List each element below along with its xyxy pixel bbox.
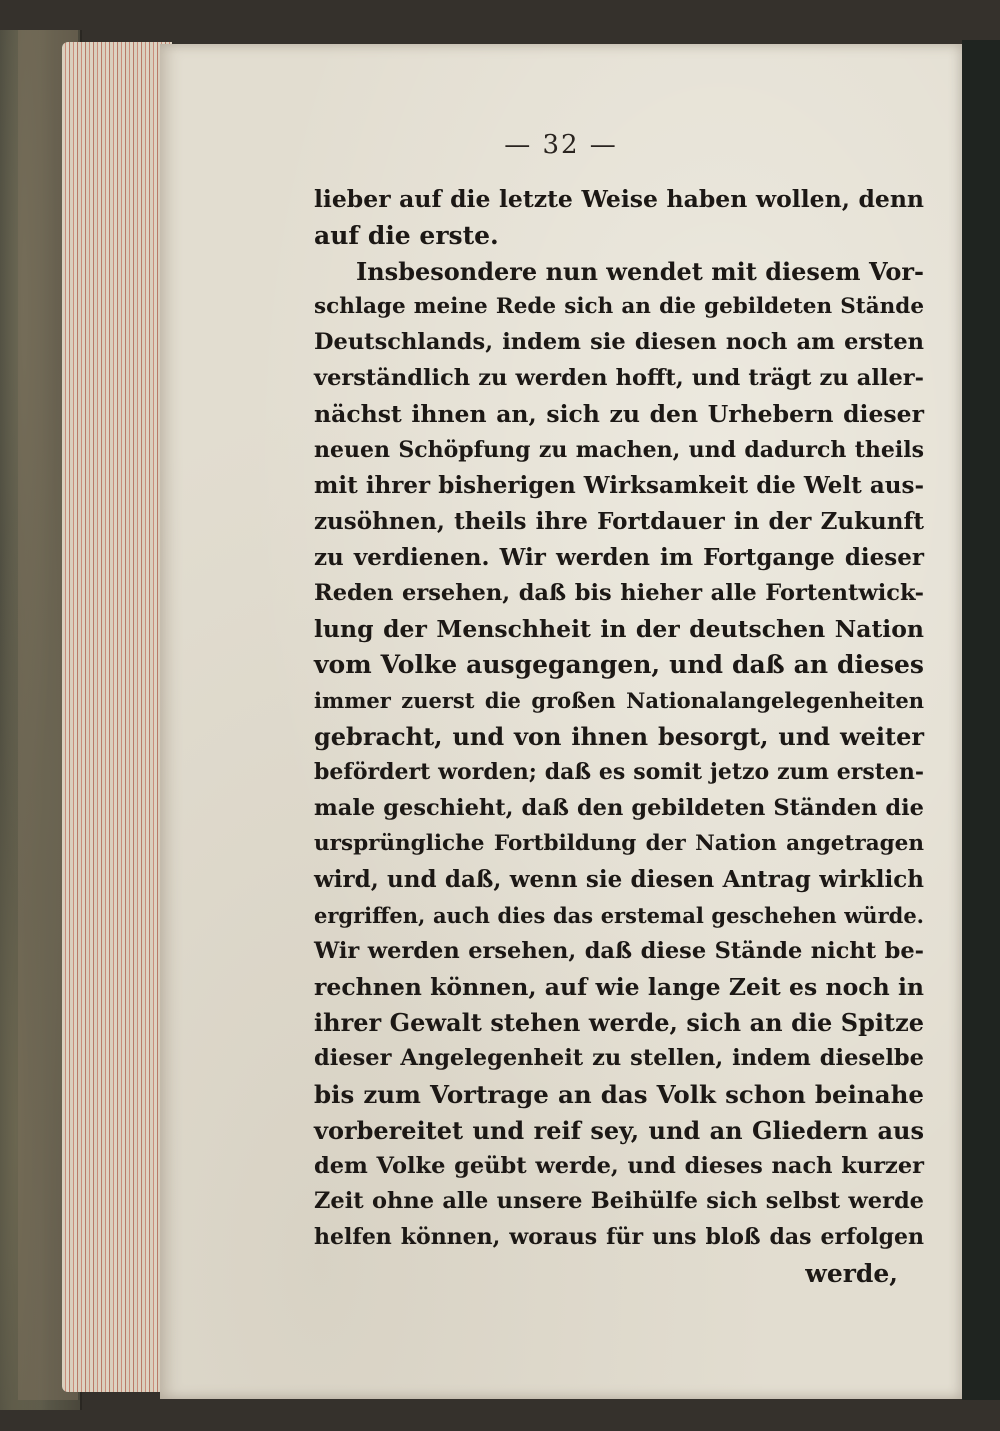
text-line: wird, und daß, wenn sie diesen Antrag wirklich [314, 866, 924, 894]
text-line: immer zuerst die großen Nationalangelegenheiten [314, 688, 924, 714]
text-line: dem Volke geübt werde, und dieses nach kurzer [314, 1152, 924, 1179]
text-line: schlage meine Rede sich an die gebildeten Stände [314, 294, 924, 320]
text-line: lung der Menschheit in der deutschen Nation [314, 614, 924, 643]
text-line: helfen können, woraus für uns bloß das erfolgen [314, 1224, 924, 1251]
text-line: ursprüngliche Fortbildung der Nation angetragen [314, 831, 924, 857]
text-line: ihrer Gewalt stehen werde, sich an die Spitze [314, 1008, 924, 1038]
text-line: verständlich zu werden hofft, und trägt zu aller- [314, 364, 924, 391]
text-line: Deutschlands, indem sie diesen noch am ersten [314, 329, 924, 356]
text-line: neuen Schöpfung zu machen, und dadurch theils [314, 436, 924, 463]
text-line: lieber auf die letzte Weise haben wollen, denn [314, 185, 924, 213]
catchword: werde, [805, 1258, 898, 1288]
text-line: Zeit ohne alle unsere Beihülfe sich selbst werde [314, 1188, 924, 1215]
text-line: Reden ersehen, daß bis hieher alle Fortentwick- [314, 579, 924, 606]
text-line: Insbesondere nun wendet mit diesem Vor- [356, 256, 924, 286]
text-line: male geschieht, daß den gebildeten Ständen die [314, 794, 924, 821]
text-line: auf die erste. [314, 220, 499, 250]
text-line: rechnen können, auf wie lange Zeit es noch in [314, 972, 924, 1001]
book-page [160, 44, 962, 1399]
text-line: zusöhnen, theils ihre Fortdauer in der Zukunft [314, 508, 924, 536]
text-line: Wir werden ersehen, daß diese Stände nicht be- [314, 937, 924, 964]
text-line: mit ihrer bisherigen Wirksamkeit die Welt aus- [314, 472, 924, 500]
text-line: vorbereitet und reif sey, und an Gliedern aus [314, 1115, 924, 1145]
text-line: befördert worden; daß es somit jetzo zum ersten- [314, 758, 924, 785]
text-line: bis zum Vortrage an das Volk schon beinahe [314, 1079, 924, 1109]
page-number: — 32 — [504, 130, 618, 160]
page-stack-edges [62, 42, 172, 1392]
text-line: vom Volke ausgegangen, und daß an dieses [314, 650, 924, 680]
body-text [314, 182, 924, 1292]
text-line: nächst ihnen an, sich zu den Urhebern dieser [314, 399, 924, 428]
text-line: gebracht, und von ihnen besorgt, und weiter [314, 721, 924, 751]
text-line: zu verdienen. Wir werden im Fortgange dieser [314, 543, 924, 571]
text-line: dieser Angelegenheit zu stellen, indem dieselbe [314, 1045, 924, 1072]
facing-cover [962, 40, 1000, 1400]
text-line: ergriffen, auch dies das erstemal geschehen würde. [314, 902, 924, 928]
